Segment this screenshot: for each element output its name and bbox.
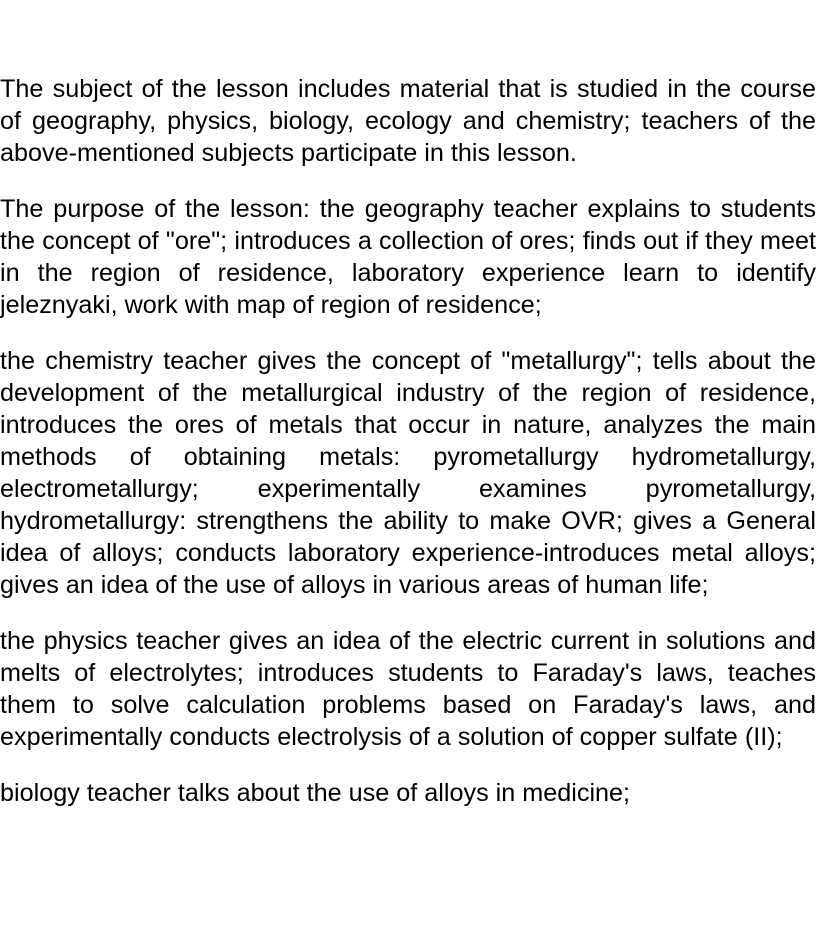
paragraph-physics-teacher: the physics teacher gives an idea of the electric current in solutions and melts of electrolytes; introduces students to Faraday's laws, teaches them to solve calculation problems based on Faraday's laws, and experimentally conducts electrolysis of a solution of copper sulfate (II); [0, 627, 816, 751]
document-page [0, 73, 816, 833]
paragraph-chemistry-teacher: the chemistry teacher gives the concept of "metallurgy"; tells about the development of the metallurgical industry of the region of residence, introduces the ores of metals that occur in nature, analyzes the main methods of obtaining metals: pyrometallurgy hydrometallurgy, electrometallurgy; experimentally examines pyrometallurgy, hydrometallurgy: strengthens the ability to make OVR; gives a General idea of alloys; conducts laboratory experience-introduces metal alloys; gives an idea of the use of alloys in various areas of human life; [0, 347, 816, 599]
paragraph-biology-teacher: biology teacher talks about the use of alloys in medicine; [0, 779, 631, 807]
paragraph-lesson-subject: The subject of the lesson includes material that is studied in the course of geography, physics, biology, ecology and chemistry; teachers of the above-mentioned subjects participate in this lesson. [0, 75, 816, 167]
paragraph-lesson-purpose: The purpose of the lesson: the geography teacher explains to students the concept of "ore"; introduces a collection of ores; finds out if they meet in the region of residence, laboratory experience learn to identify jeleznyaki, work with map of region of residence; [0, 195, 816, 319]
